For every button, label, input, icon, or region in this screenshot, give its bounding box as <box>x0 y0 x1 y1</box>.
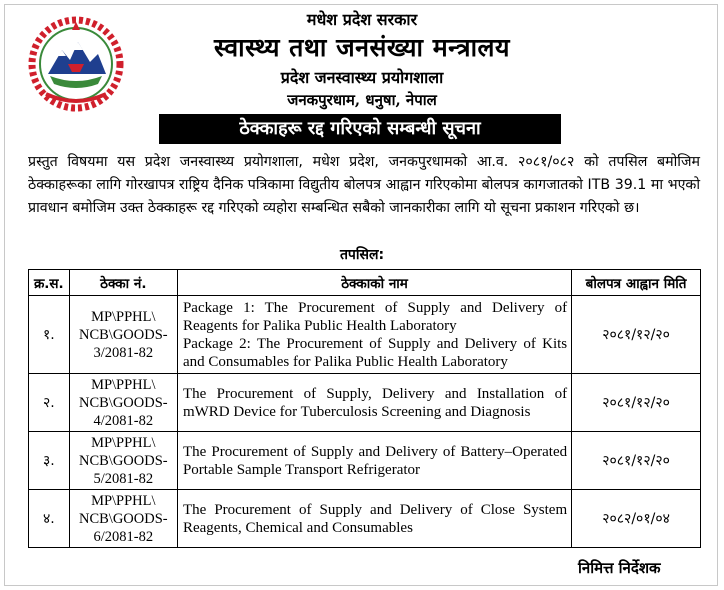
contract-name-line: The Procurement of Supply, Delivery and Installation of mWRD Device for Tuberculosis Screening and Diagnosis <box>182 385 568 420</box>
row-contract-no <box>69 432 177 490</box>
row-contract-no <box>69 490 177 548</box>
row-bid-date: २०८२/०१/०४ <box>572 490 701 548</box>
contracts-table <box>28 269 701 548</box>
table-row <box>29 490 701 548</box>
contract-no-line: 3/2081-82 <box>93 344 154 361</box>
contract-no-line: MP\PPHL\ <box>91 492 156 509</box>
notice-body: प्रस्तुत विषयमा यस प्रदेश जनस्वास्थ्य प्रयोगशाला, मधेश प्रदेश, जनकपुरधामको आ.व. २०८१/०८२ को तपसिल बमोजिम ठेक्काहरूका लागि गोरखापत्र राष्ट्रिय दैनिक पत्रिकामा विद्युतीय बोलपत्र आह्वान गरिएकोमा बोलपत्र कागजातको ITB 39.1 मा भएको प्रावधान बमोजिम उक्त ठेक्काहरू रद्द गरिएको व्यहोरा सम्बन्धित सबैको जानकारीका लागि यो सूचना प्रकाशन गरिएको छ। <box>28 154 700 216</box>
row-sn: ३. <box>29 432 70 490</box>
contract-no-line: NCB\GOODS- <box>78 326 168 343</box>
row-contract-name <box>177 374 571 432</box>
header-contract-no: ठेक्का नं. <box>69 270 177 296</box>
notice-title: ठेक्काहरू रद्द गरिएको सम्बन्धी सूचना <box>159 114 561 144</box>
contract-no-line: NCB\GOODS- <box>78 510 168 527</box>
contract-name-line: Package 1: The Procurement of Supply and Delivery of Reagents for Palika Public Health Laboratory <box>182 299 568 334</box>
tapsil-label: तपसिल: <box>339 247 385 263</box>
row-contract-no <box>69 374 177 432</box>
contract-no-line: NCB\GOODS- <box>78 452 168 469</box>
contract-name-line: The Procurement of Supply and Delivery of Close System Reagents, Chemical and Consumables <box>182 501 568 536</box>
address-heading: जनकपुरधाम, धनुषा, नेपाल <box>287 91 437 109</box>
row-contract-no <box>69 296 177 374</box>
row-contract-name <box>177 490 571 548</box>
row-sn: १. <box>29 296 70 374</box>
row-bid-date: २०८१/१२/२० <box>572 374 701 432</box>
row-bid-date: २०८१/१२/२० <box>572 296 701 374</box>
laboratory-heading: प्रदेश जनस्वास्थ्य प्रयोगशाला <box>280 68 444 87</box>
row-contract-name <box>177 432 571 490</box>
header-sn: क्र.स. <box>29 270 70 296</box>
contract-no-line: 5/2081-82 <box>93 470 154 487</box>
header-bid-date: बोलपत्र आह्वान मिति <box>572 270 701 296</box>
ministry-heading: स्वास्थ्य तथा जनसंख्या मन्त्रालय <box>213 33 510 62</box>
contract-no-line: MP\PPHL\ <box>91 376 156 393</box>
contract-no-line: MP\PPHL\ <box>91 308 156 325</box>
contract-name-line: Package 2: The Procurement of Supply and Delivery of Kits and Consumables for Palika Public Health Laboratory <box>182 335 568 370</box>
government-heading: मधेश प्रदेश सरकार <box>306 10 418 29</box>
header-contract-name: ठेक्काको नाम <box>177 270 571 296</box>
contract-name-line: The Procurement of Supply and Delivery of Battery–Operated Portable Sample Transport Refrigerator <box>182 443 568 478</box>
row-sn: ४. <box>29 490 70 548</box>
contract-no-line: 6/2081-82 <box>93 528 154 545</box>
table-header-row <box>29 270 701 296</box>
signature-label: निमित्त निर्देशक <box>578 559 661 577</box>
table-row <box>29 432 701 490</box>
table-row <box>29 296 701 374</box>
contract-no-line: MP\PPHL\ <box>91 434 156 451</box>
row-contract-name <box>177 296 571 374</box>
table-row <box>29 374 701 432</box>
contract-no-line: 4/2081-82 <box>93 412 154 429</box>
row-bid-date: २०८१/१२/२० <box>572 432 701 490</box>
contract-no-line: NCB\GOODS- <box>78 394 168 411</box>
row-sn: २. <box>29 374 70 432</box>
